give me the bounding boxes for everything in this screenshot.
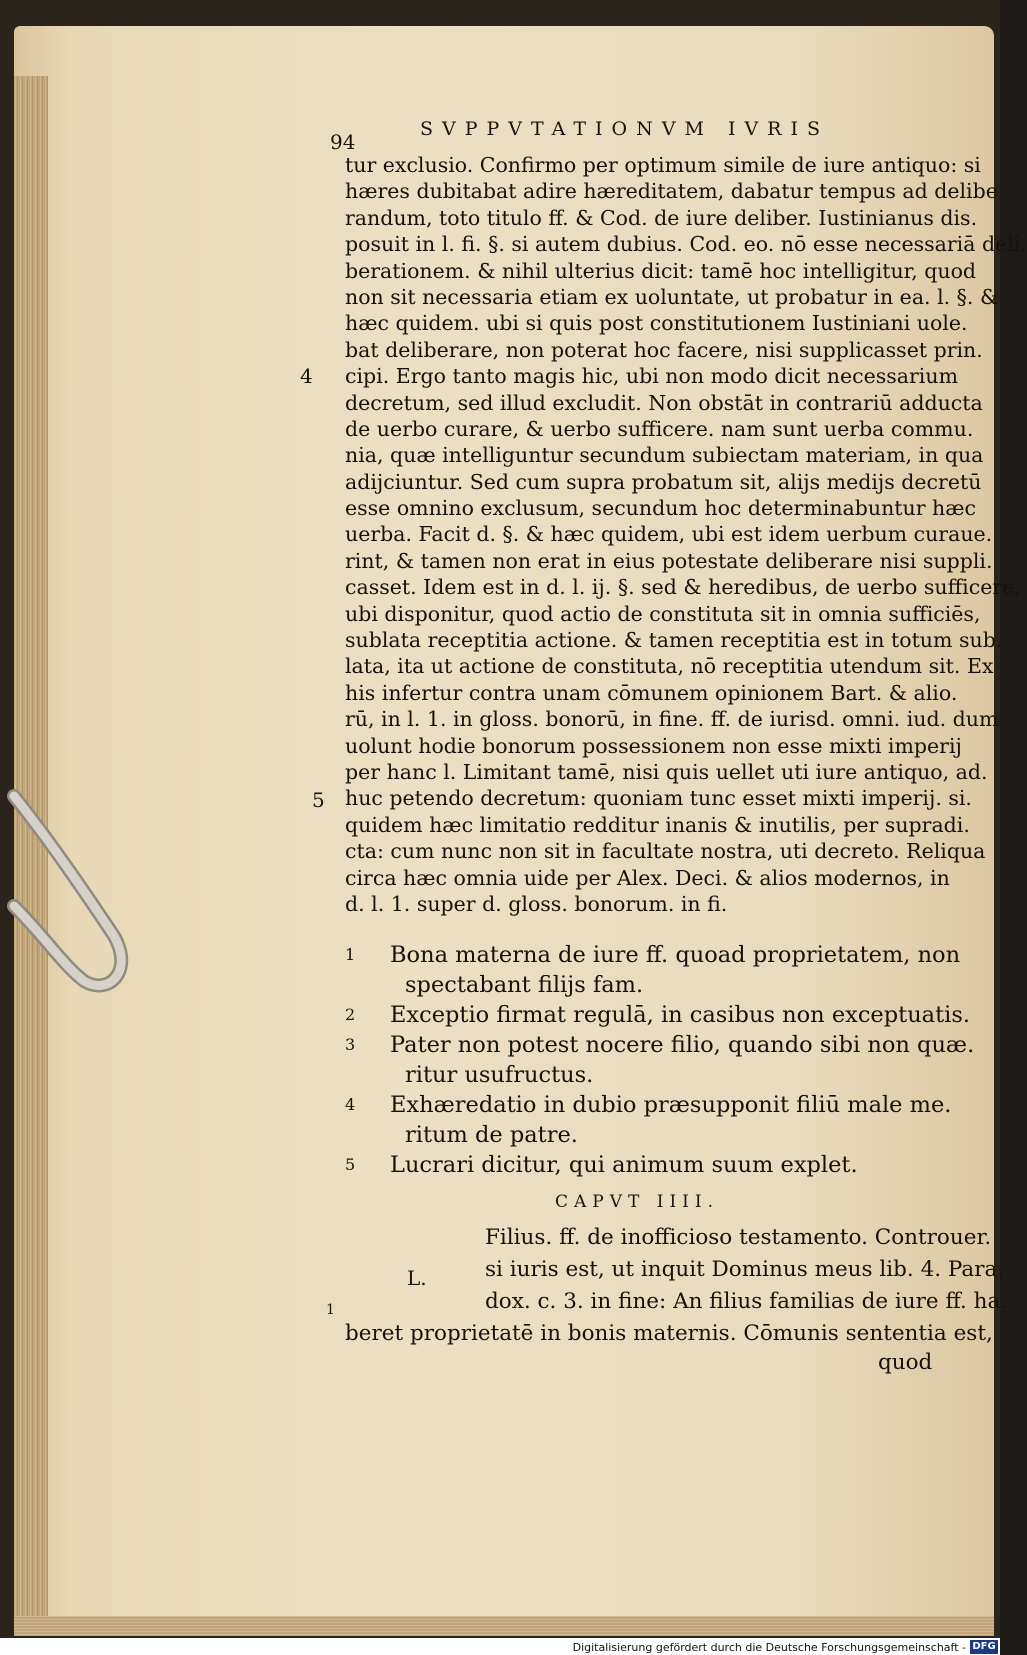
summary-item [345, 1000, 971, 1030]
summary-number: 1 [345, 945, 356, 964]
text-line: cipi. Ergo tanto magis hic, ubi non modo dicit necessarium [345, 364, 959, 389]
section-mark: L. [407, 1266, 427, 1290]
summary-item [345, 940, 961, 1000]
text-line: randum, toto titulo ff. & Cod. de iure deliber. Iustinianus dis. [345, 205, 978, 230]
text-line: adijciuntur. Sed cum supra probatum sit, alijs medijs decretū [345, 469, 982, 494]
funding-credit: Digitalisierung gefördert durch die Deutsche Forschungsgemeinschaft - [572, 1641, 966, 1654]
summary-number: 4 [345, 1095, 356, 1114]
summary-item [345, 1090, 952, 1150]
summary-item [345, 1150, 935, 1180]
text-line: hæres dubitabat adire hæreditatem, dabatur tempus ad delibe [345, 179, 998, 204]
summary-text: Bona materna de iure ff. quoad proprietatem, non [390, 942, 961, 968]
main-text-block [345, 152, 1027, 917]
text-line: de uerbo curare, & uerbo sufficere. nam sunt uerba commu. [345, 416, 974, 441]
text-line: uerba. Facit d. §. & hæc quidem, ubi est idem uerbum curaue. [345, 522, 993, 547]
text-line: casset. Idem est in d. l. ij. §. sed & heredibus, de uerbo sufficere, [345, 575, 1021, 600]
chapter-text-block [345, 1222, 1008, 1350]
text-line: sublata receptitia actione. & tamen receptitia est in totum sub. [345, 628, 1003, 653]
bookmark-ribbon [14, 786, 134, 996]
margin-number: 5 [312, 788, 325, 812]
text-line: cta: cum nunc non sit in facultate nostra, uti decreto. Reliqua [345, 839, 986, 864]
text-line: esse omnino exclusum, secundum hoc determinabuntur hæc [345, 496, 976, 521]
summary-text: Lucrari dicitur, qui animum suum explet. [390, 1152, 858, 1178]
text-line: nia, quæ intelliguntur secundum subiectam materiam, in qua [345, 443, 984, 468]
text-line: bat deliberare, non poterat hoc facere, nisi supplicasset prin. [345, 337, 983, 362]
margin-number: 1 [326, 1302, 335, 1318]
text-line: d. l. 1. super d. gloss. bonorum. in fi. [345, 891, 728, 916]
chapter-line: dox. c. 3. in fine: An filius familias de iure ff. ha. [485, 1289, 1008, 1314]
text-line: tur exclusio. Confirmo per optimum simile de iure antiquo: si [345, 153, 981, 177]
summary-text: Pater non potest nocere filio, quando sibi non quæ. [390, 1032, 975, 1058]
summary-item [345, 1030, 975, 1090]
summary-text: Exceptio firmat regulā, in casibus non exceptuatis. [390, 1002, 971, 1028]
summary-continuation: ritum de patre. [405, 1122, 578, 1148]
running-title: SVPPVTATIONVM IVRIS [420, 118, 829, 140]
text-line: huc petendo decretum: quoniam tunc esset mixti imperij. si. [345, 786, 972, 811]
text-line: lata, ita ut actione de constituta, nō receptitia utendum sit. Ex [345, 654, 994, 679]
text-line: ubi disponitur, quod actio de constituta sit in omnia sufficiēs, [345, 601, 981, 626]
text-line: uolunt hodie bonorum possessionem non esse mixti imperij [345, 733, 962, 758]
summary-number: 5 [345, 1155, 356, 1174]
margin-number: 4 [300, 364, 313, 388]
summary-continuation: spectabant filijs fam. [405, 972, 644, 998]
chapter-line: beret proprietatē in bonis maternis. Cōmunis sententia est, [345, 1321, 993, 1346]
text-line: rint, & tamen non erat in eius potestate deliberare nisi suppli. [345, 548, 993, 573]
summary-continuation: ritur usufructus. [405, 1062, 594, 1088]
text-line: decretum, sed illud excludit. Non obstāt in contrariū adducta [345, 390, 983, 415]
text-line: his infertur contra unam cōmunem opinionem Bart. & alio. [345, 680, 958, 705]
text-line: berationem. & nihil ulterius dicit: tamē hoc intelligitur, quod [345, 258, 977, 283]
text-line: circa hæc omnia uide per Alex. Deci. & alios modernos, in [345, 865, 950, 890]
text-line: rū, in l. 1. in gloss. bonorū, in fine. ff. de iurisd. omni. iud. dum [345, 707, 999, 732]
text-line: per hanc l. Limitant tamē, nisi quis uellet uti iure antiquo, ad. [345, 759, 988, 784]
summary-text: Exhæredatio in dubio præsupponit filiū male me. [390, 1092, 952, 1118]
text-line: posuit in l. fi. §. si autem dubius. Cod. eo. nō esse necessariā deli. [345, 232, 1027, 257]
chapter-line: si iuris est, ut inquit Dominus meus lib. 4. Para. [485, 1257, 1005, 1282]
page-number: 94 [330, 130, 356, 154]
page-bottom-edge [14, 1616, 994, 1636]
text-line: hæc quidem. ubi si quis post constitutionem Iustiniani uole. [345, 311, 968, 336]
catchword: quod [878, 1350, 933, 1375]
footer-bar [0, 1638, 1000, 1655]
summary-number: 2 [345, 1005, 356, 1024]
summary-number: 3 [345, 1035, 356, 1054]
chapter-summary-list [345, 940, 975, 1180]
dfg-logo-icon: DFG [970, 1640, 998, 1654]
text-line: quidem hæc limitatio redditur inanis & inutilis, per supradi. [345, 812, 970, 837]
chapter-heading: CAPVT IIII. [555, 1192, 720, 1212]
chapter-line: Filius. ff. de inofficioso testamento. Controuer. [485, 1225, 992, 1250]
text-line: non sit necessaria etiam ex uoluntate, ut probatur in ea. l. §. & [345, 284, 999, 309]
